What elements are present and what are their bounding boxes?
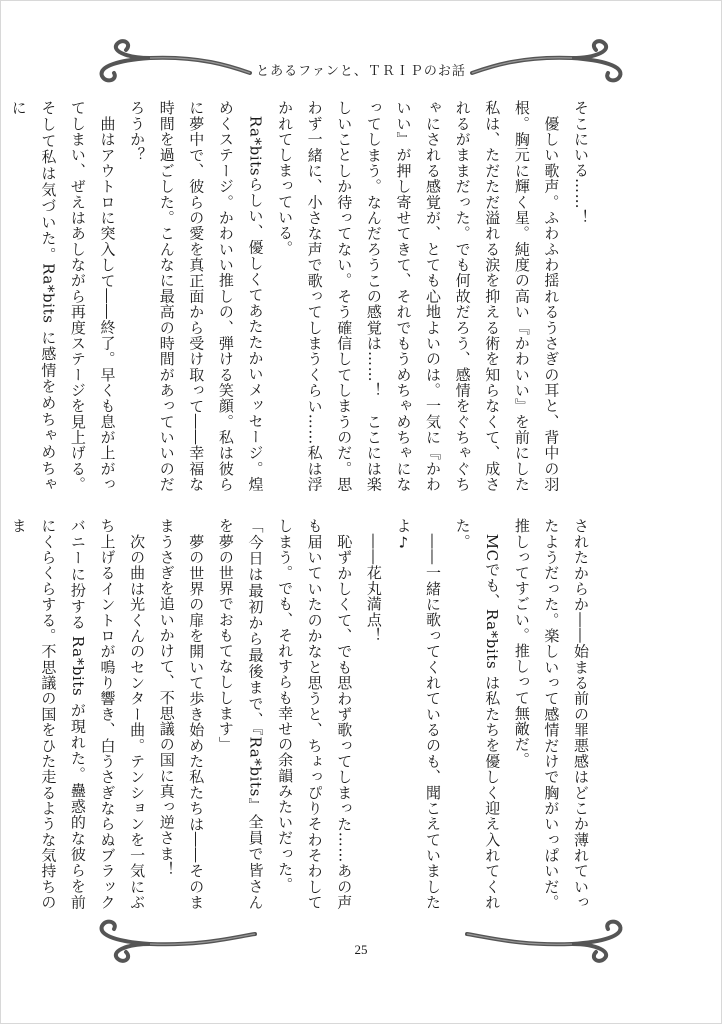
page-number: 25 xyxy=(354,942,368,957)
paragraph: 「今日は最初から最後まで、『Ra*bits』全員で皆さんを夢の世界でおもてなしします」 xyxy=(216,518,265,910)
paragraph: そこにいる……！ xyxy=(572,100,590,225)
running-head: とあるファンと、ＴＲＩＰのお話 xyxy=(256,64,466,79)
paragraph: 次の曲は光くんのセンター曲。テンションを一気にぶち上げるイントロが鳴り響き、白うさぎならぬブラックバニーに扮する Ra*bits が現れた。蠱惑的な彼らを前にくらくらする。不思議の国をひた走るような気持ちのま xyxy=(9,518,147,910)
paragraph: ――一緒に歌ってくれているのも、聞こえていましたよ♪ xyxy=(394,518,443,910)
paragraph: 恥ずかしくて、でも思わず歌ってしまった……あの声も届いていたのかなと思うと、ちょっぴりそわそわしてしまう。でも、それすらも幸せの余韻みたいだった。 xyxy=(276,518,354,910)
text-block-lower xyxy=(9,518,595,910)
top-scroll-ornament xyxy=(0,28,722,88)
paragraph: されたからか――始まる前の罪悪感はどこか薄れていったようだった。楽しいって感情だけで胸がいっぱいだ。推しってすごい。推しって無敵だ。 xyxy=(512,518,590,910)
paragraph: MCでも、Ra*bits は私たちを優しく迎え入れてくれた。 xyxy=(453,518,502,910)
paragraph: 夢の世界の扉を開いて歩き始めた私たちは――そのままうさぎを追いかけて、不思議の国に真っ逆さま！ xyxy=(157,518,206,910)
paragraph: 優しい歌声。ふわふわ揺れるうさぎの耳と、背中の羽根。胸元に輝く星。純度の高い『かわいい』を前にした私は、ただただ溢れる涙を抑える術を知らなくて、成されるがままだった。でも何故だろう、感情をぐちゃぐちゃにされる感覚が、とても心地よいのは。一気に『かわいい』が押し寄せてきて、それでもうめちゃめちゃになってしまう。なんだろうこの感覚は……！ ここには楽しいことしか待ってない。そう確信してしまうのだ。思わず一緒に、小さな声で歌ってしまうくらい……私は浮かれてしまっている。 xyxy=(276,100,561,492)
paragraph: ――花丸満点！ xyxy=(364,518,383,643)
paragraph: Ra*bitsらしい、優しくてあたたかいメッセージ。煌めくステージ。かわいい推しの、弾ける笑顔。私は彼らに夢中で、彼らの愛を真正面から受け取って――幸福な時間を過ごした。こんなに最高の時間があっていいのだろうか？ xyxy=(128,100,265,492)
paragraph: 曲はアウトロに突入して――終了。早くも息が上がってしまい、ぜえはあしながら再度ステージを見上げる。そして私は気づいた。Ra*bits に感情をめちゃめちゃに xyxy=(9,100,117,492)
text-block-upper xyxy=(9,100,595,492)
